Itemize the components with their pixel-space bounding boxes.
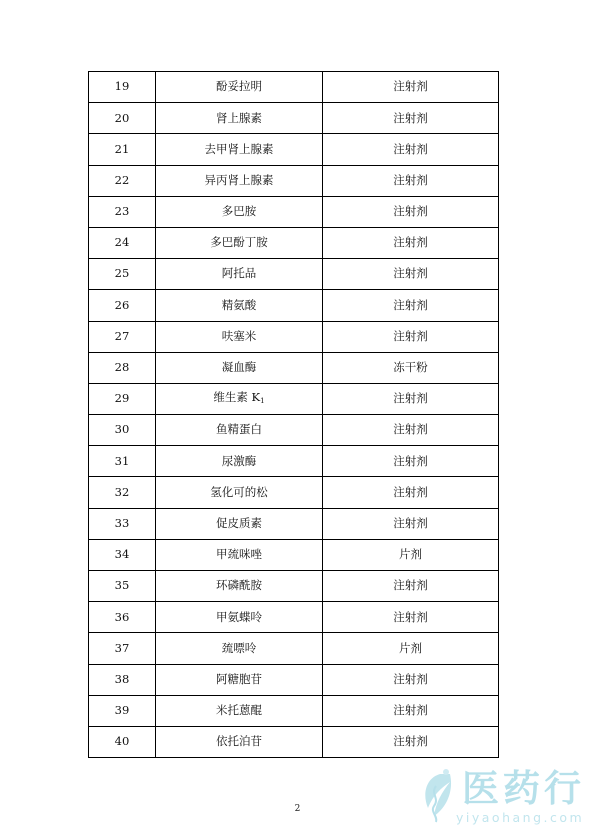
table-row xyxy=(89,695,499,726)
row-number-cell: 40 xyxy=(89,726,156,757)
drug-name-cell xyxy=(156,352,323,383)
drug-name-cell xyxy=(156,664,323,695)
drug-name-cell xyxy=(156,227,323,258)
watermark-logo xyxy=(416,766,588,830)
table-row xyxy=(89,477,499,508)
dosage-form-cell: 注射剂 xyxy=(323,571,499,602)
drug-name-cell xyxy=(156,415,323,446)
leaf-caduceus-icon xyxy=(416,768,460,826)
drug-name-cell xyxy=(156,259,323,290)
row-number-cell: 33 xyxy=(89,508,156,539)
drug-name-text: 肾上腺素 xyxy=(216,110,262,125)
drug-name-cell xyxy=(156,196,323,227)
drug-name-text: 环磷酰胺 xyxy=(216,578,262,593)
drug-name-subscript: 1 xyxy=(260,397,265,406)
row-number-cell: 35 xyxy=(89,571,156,602)
drug-name-cell xyxy=(156,477,323,508)
drug-name-cell xyxy=(156,165,323,196)
row-number-cell: 19 xyxy=(89,72,156,103)
drug-name-cell xyxy=(156,571,323,602)
dosage-form-cell: 注射剂 xyxy=(323,695,499,726)
drug-name-text: 多巴胺 xyxy=(221,204,257,219)
row-number-cell: 23 xyxy=(89,196,156,227)
drug-name-text: 去甲肾上腺素 xyxy=(204,141,274,156)
table-row xyxy=(89,196,499,227)
drug-name-text: 呋塞米 xyxy=(221,328,257,343)
drug-name-cell xyxy=(156,446,323,477)
row-number-cell: 38 xyxy=(89,664,156,695)
dosage-form-cell: 注射剂 xyxy=(323,290,499,321)
dosage-form-cell: 注射剂 xyxy=(323,508,499,539)
dosage-form-cell: 片剂 xyxy=(323,539,499,570)
dosage-form-cell: 注射剂 xyxy=(323,446,499,477)
dosage-form-cell: 注射剂 xyxy=(323,165,499,196)
drug-name-text: 鱼精蛋白 xyxy=(216,422,262,437)
row-number-cell: 26 xyxy=(89,290,156,321)
row-number-cell: 30 xyxy=(89,415,156,446)
drug-table-body xyxy=(89,72,499,758)
table-row xyxy=(89,664,499,695)
drug-name-text: 酚妥拉明 xyxy=(216,79,262,94)
drug-name-text: 尿激酶 xyxy=(221,453,257,468)
row-number-cell: 28 xyxy=(89,352,156,383)
dosage-form-cell: 注射剂 xyxy=(323,602,499,633)
drug-name-cell xyxy=(156,134,323,165)
drug-name-cell xyxy=(156,726,323,757)
drug-name-text: 依托泊苷 xyxy=(216,734,262,749)
table-row xyxy=(89,134,499,165)
dosage-form-cell: 注射剂 xyxy=(323,72,499,103)
dosage-form-cell: 注射剂 xyxy=(323,415,499,446)
dosage-form-cell: 注射剂 xyxy=(323,134,499,165)
row-number-cell: 31 xyxy=(89,446,156,477)
drug-name-cell xyxy=(156,321,323,352)
drug-name-text: 甲氨蝶呤 xyxy=(216,609,262,624)
drug-name-text: 米托蒽醌 xyxy=(216,703,262,718)
row-number-cell: 39 xyxy=(89,695,156,726)
table-row xyxy=(89,165,499,196)
drug-name-cell xyxy=(156,290,323,321)
drug-name-text: 促皮质素 xyxy=(216,515,262,530)
row-number-cell: 29 xyxy=(89,383,156,414)
dosage-form-cell: 注射剂 xyxy=(323,664,499,695)
drug-name-text: 异丙肾上腺素 xyxy=(204,172,274,187)
watermark-brand: 医药行 xyxy=(462,767,585,810)
table-row xyxy=(89,290,499,321)
row-number-cell: 21 xyxy=(89,134,156,165)
drug-name-cell xyxy=(156,539,323,570)
dosage-form-cell: 注射剂 xyxy=(323,477,499,508)
drug-name-cell xyxy=(156,633,323,664)
row-number-cell: 27 xyxy=(89,321,156,352)
table-row xyxy=(89,321,499,352)
drug-name-text: 凝血酶 xyxy=(221,360,257,375)
table-row xyxy=(89,602,499,633)
drug-name-cell xyxy=(156,602,323,633)
row-number-cell: 24 xyxy=(89,227,156,258)
row-number-cell: 25 xyxy=(89,259,156,290)
dosage-form-cell: 注射剂 xyxy=(323,383,499,414)
row-number-cell: 37 xyxy=(89,633,156,664)
dosage-form-cell: 注射剂 xyxy=(323,259,499,290)
dosage-form-cell: 注射剂 xyxy=(323,103,499,134)
drug-name-text: 甲巯咪唑 xyxy=(216,547,262,562)
table-row xyxy=(89,571,499,602)
drug-name-cell xyxy=(156,508,323,539)
table-row xyxy=(89,383,499,414)
table-row xyxy=(89,726,499,757)
table-row xyxy=(89,539,499,570)
dosage-form-cell: 片剂 xyxy=(323,633,499,664)
table-row xyxy=(89,227,499,258)
table-row xyxy=(89,103,499,134)
drug-name-cell xyxy=(156,103,323,134)
row-number-cell: 34 xyxy=(89,539,156,570)
drug-name-text: 精氨酸 xyxy=(221,297,257,312)
table-row xyxy=(89,446,499,477)
drug-name-text: 维生素 K xyxy=(213,390,261,405)
dosage-form-cell: 注射剂 xyxy=(323,227,499,258)
watermark-url: yiyaohang.com xyxy=(456,810,585,825)
table-row xyxy=(89,352,499,383)
page-number: 2 xyxy=(294,804,301,814)
row-number-cell: 36 xyxy=(89,602,156,633)
dosage-form-cell: 注射剂 xyxy=(323,726,499,757)
dosage-form-cell: 冻干粉 xyxy=(323,352,499,383)
table-row xyxy=(89,508,499,539)
table-row xyxy=(89,259,499,290)
row-number-cell: 22 xyxy=(89,165,156,196)
drug-name-cell xyxy=(156,72,323,103)
drug-name-text: 阿托品 xyxy=(221,266,257,281)
table-row xyxy=(89,415,499,446)
row-number-cell: 32 xyxy=(89,477,156,508)
drug-name-text: 氢化可的松 xyxy=(210,484,268,499)
table-row xyxy=(89,633,499,664)
drug-name-cell xyxy=(156,695,323,726)
drug-name-text: 阿糖胞苷 xyxy=(216,671,262,686)
table-row xyxy=(89,72,499,103)
row-number-cell: 20 xyxy=(89,103,156,134)
drug-table xyxy=(88,71,499,758)
drug-name-text: 巯嘌呤 xyxy=(221,640,257,655)
drug-name-cell xyxy=(156,383,323,414)
drug-name-text: 多巴酚丁胺 xyxy=(210,235,268,250)
dosage-form-cell: 注射剂 xyxy=(323,321,499,352)
dosage-form-cell: 注射剂 xyxy=(323,196,499,227)
